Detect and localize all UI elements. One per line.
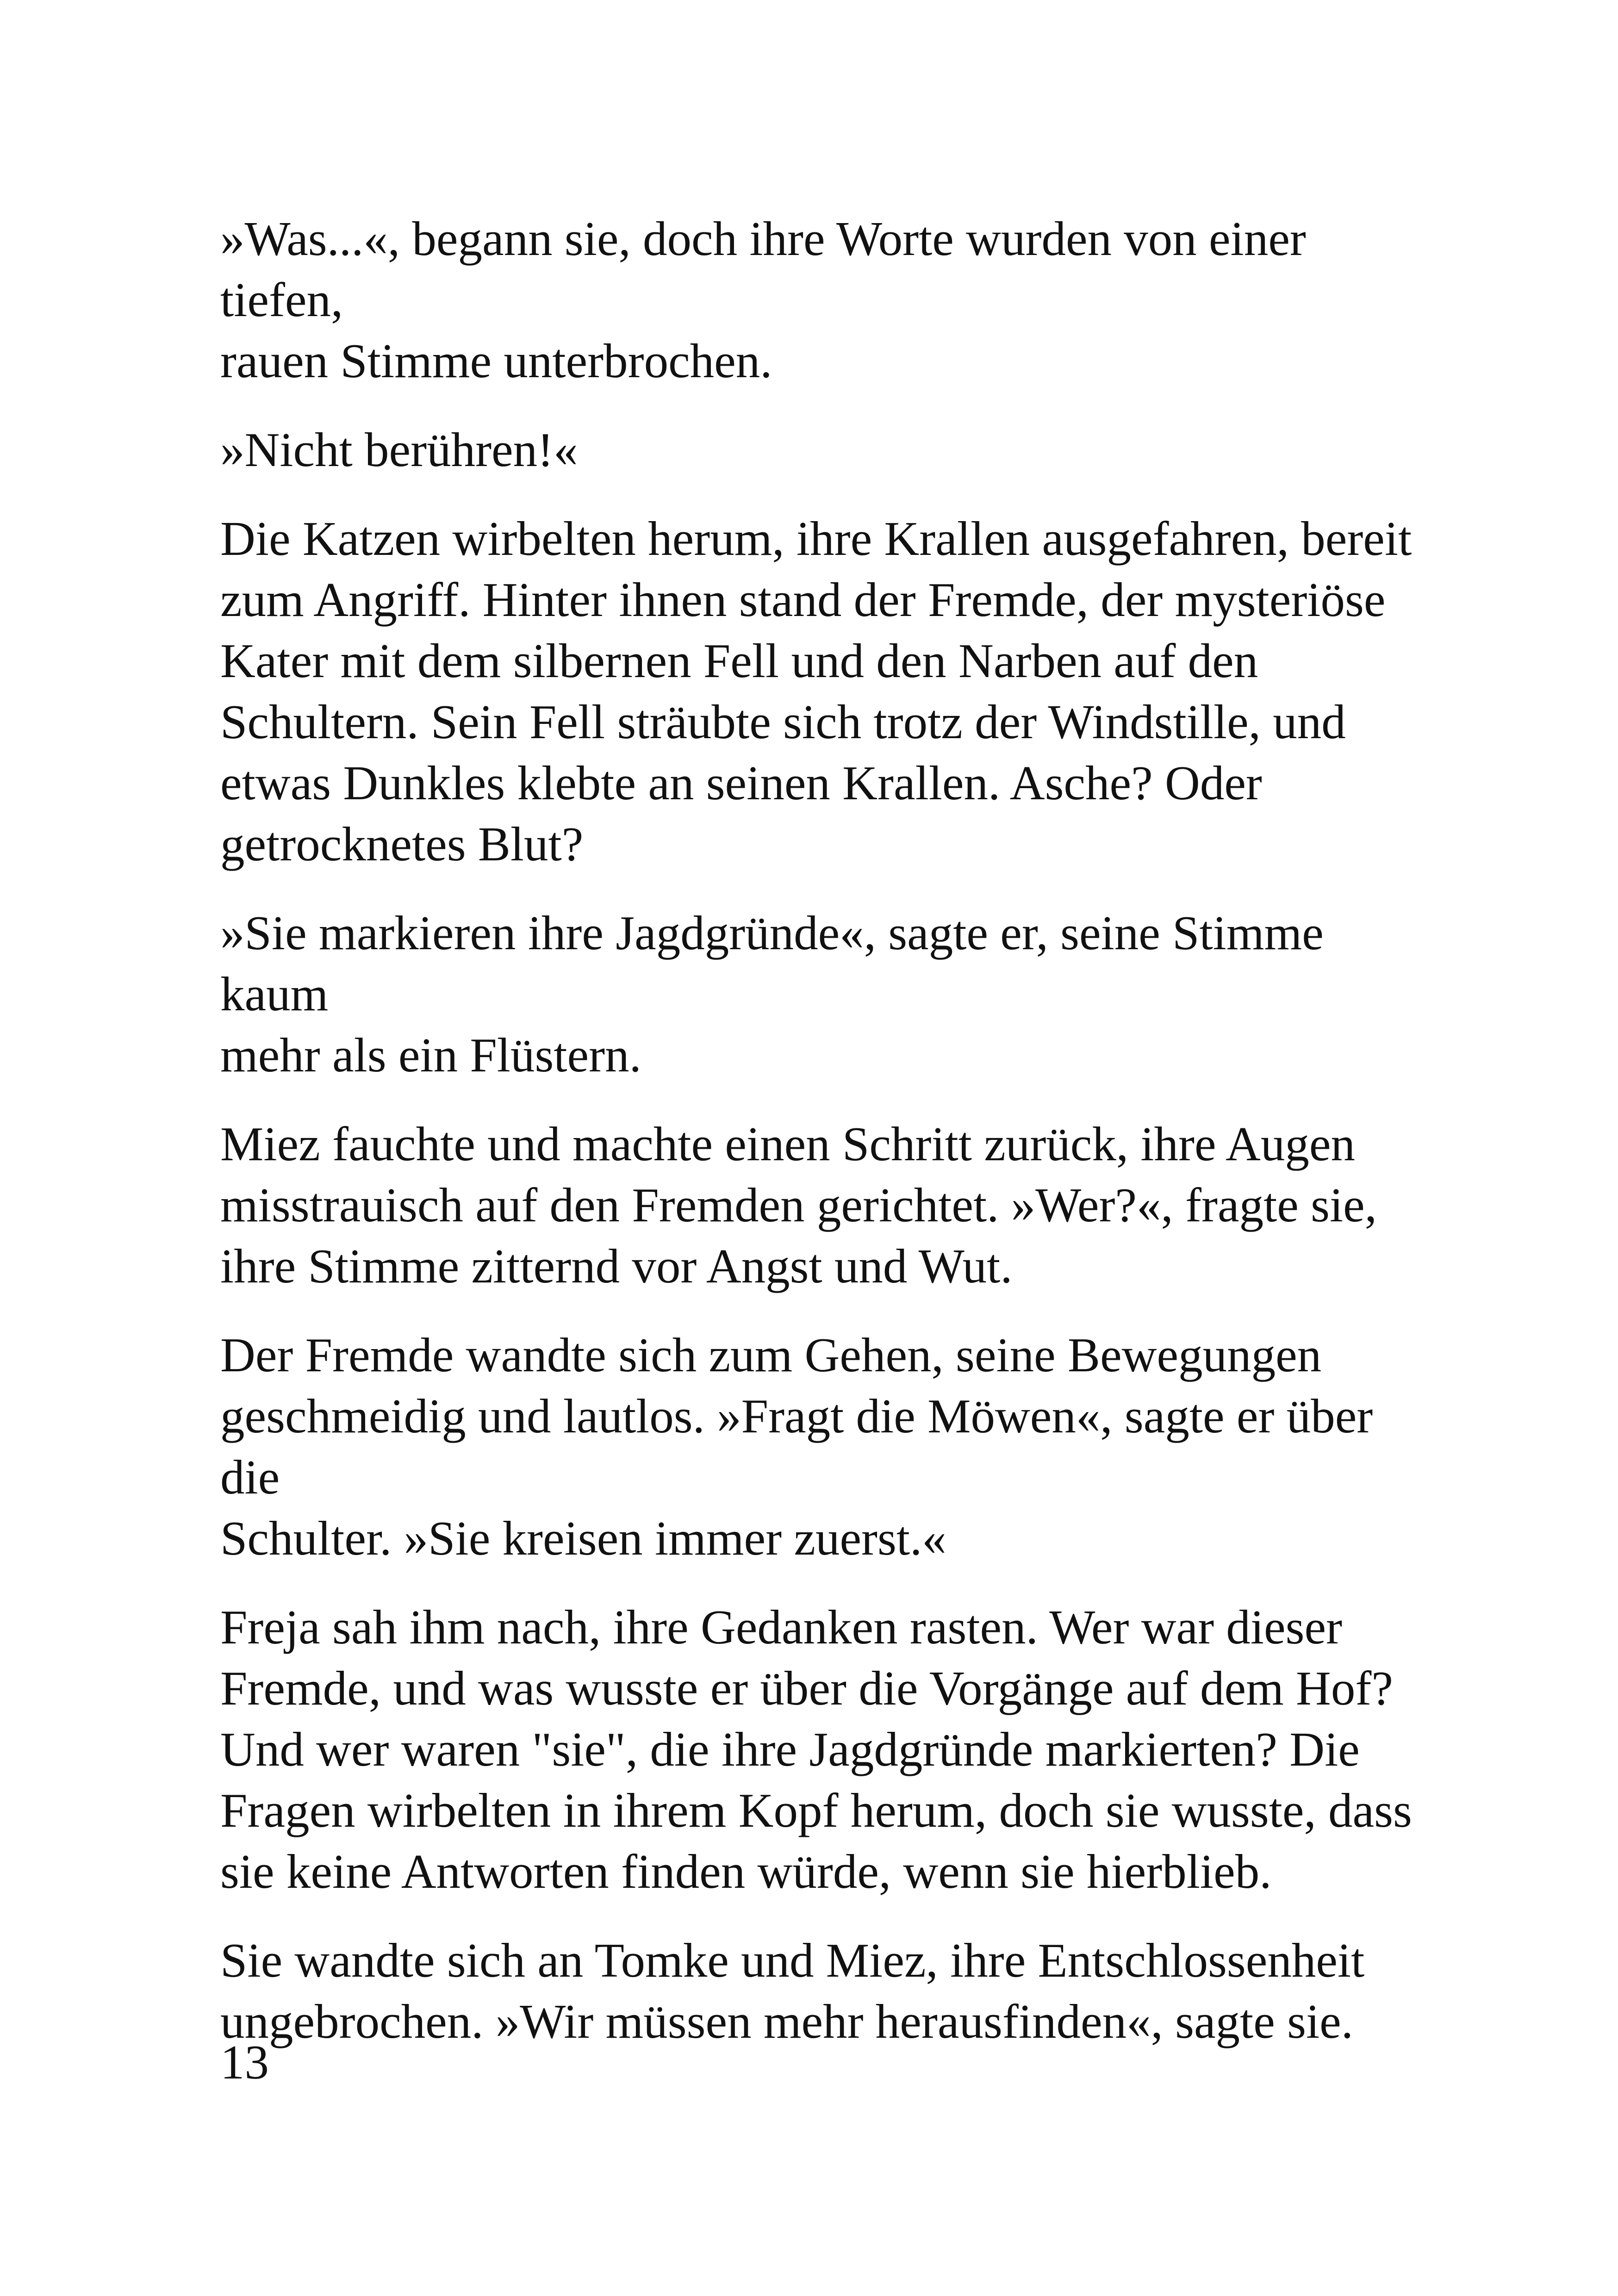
paragraph-7: Freja sah ihm nach, ihre Gedanken rasten. Wer war dieser Fremde, und was wusste er über die Vorgänge auf dem Hof? Und wer waren "sie", die ihre Jagdgründe markierten? Die Fragen wirbelten in ihrem Kopf herum, doch sie wusste, dass sie keine Antworten finden würde, wenn sie hierblieb. xyxy=(220,1600,1412,1898)
paragraph-4: »Sie markieren ihre Jagdgründe«, sagte er, seine Stimme kaum mehr als ein Flüstern. xyxy=(220,906,1324,1082)
paragraph-8: Sie wandte sich an Tomke und Miez, ihre Entschlossenheit ungebrochen. »Wir müssen mehr herausfinden«, sagte sie. xyxy=(220,1933,1365,2048)
body-text xyxy=(220,208,1414,2080)
paragraph-2: »Nicht berühren!« xyxy=(220,423,578,477)
paragraph-6: Der Fremde wandte sich zum Gehen, seine Bewegungen geschmeidig und lautlos. »Fragt die Möwen«, sagte er über die Schulter. »Sie kreisen immer zuerst.« xyxy=(220,1328,1373,1565)
paragraph-1: »Was...«, begann sie, doch ihre Worte wurden von einer tiefen, rauen Stimme unterbrochen. xyxy=(220,212,1306,388)
page-number: 13 xyxy=(220,2035,269,2089)
paragraph-3: Die Katzen wirbelten herum, ihre Krallen ausgefahren, bereit zum Angriff. Hinter ihnen stand der Fremde, der mysteriöse Kater mit dem silbernen Fell und den Narben auf den Schultern. Sein Fell sträubte sich trotz der Windstille, und etwas Dunkles klebte an seinen Krallen. Asche? Oder getrocknetes Blut? xyxy=(220,511,1412,871)
paragraph-5: Miez fauchte und machte einen Schritt zurück, ihre Augen misstrauisch auf den Fremden gerichtet. »Wer?«, fragte sie, ihre Stimme zitternd vor Angst und Wut. xyxy=(220,1117,1377,1293)
